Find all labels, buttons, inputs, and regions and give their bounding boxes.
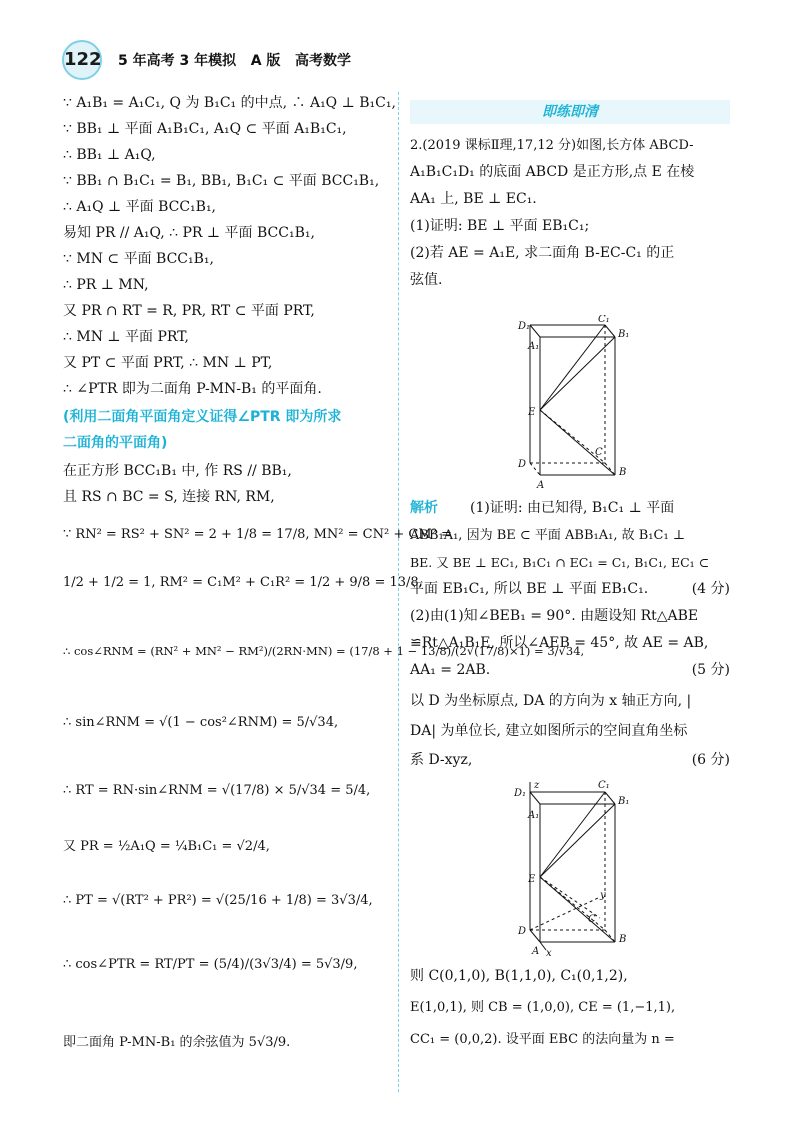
problem-line: 2.(2019 课标Ⅱ理,17,12 分)如图,长方体 ABCD- <box>410 138 694 153</box>
proof-line: ∵ A₁B₁ = A₁C₁, Q 为 B₁C₁ 的中点, ∴ A₁Q ⊥ B₁C₁, <box>63 95 396 111</box>
solution-line <box>410 576 730 603</box>
label-B: B <box>619 467 627 478</box>
proof-line: ∵ MN ⊂ 平面 BCC₁B₁, <box>63 251 214 267</box>
label-D: D <box>518 459 527 470</box>
page-number: 122 <box>62 40 102 80</box>
label-E: E <box>528 874 536 885</box>
proof-line: ∴ ∠PTR 即为二面角 P-MN-B₁ 的平面角. <box>63 381 322 397</box>
label-B1: B₁ <box>618 796 630 807</box>
label-A: A <box>532 946 540 957</box>
score-tag: (5 分) <box>691 662 730 678</box>
proof-line: ∴ PR ⊥ MN, <box>63 277 149 293</box>
proof-line: ∵ BB₁ ⊥ 平面 A₁B₁C₁, A₁Q ⊂ 平面 A₁B₁C₁, <box>63 121 347 137</box>
label-D1: D₁ <box>518 321 531 332</box>
proof-line: 在正方形 BCC₁B₁ 中, 作 RS // BB₁, <box>63 463 292 479</box>
score-tag: (6 分) <box>691 752 730 768</box>
cuboid-figure-2 <box>510 780 640 960</box>
formula-line: ∴ cos∠PTR = RT/PT = (5/4)/(3√3/4) = 5√3/9, <box>63 957 358 972</box>
solution-line: ≌Rt△A₁B₁E, 所以∠AEB = 45°, 故 AE = AB, <box>410 635 709 651</box>
label-D: D <box>518 926 527 937</box>
label-A1: A₁ <box>528 341 540 352</box>
label-D1: D₁ <box>514 788 527 799</box>
page-header <box>62 40 782 80</box>
formula-line: 1/2 + 1/2 = 1, RM² = C₁M² + C₁R² = 1/2 + 9/8 = 13/8, <box>63 575 423 590</box>
label-C: C <box>595 447 603 458</box>
proof-line: 又 PR ∩ RT = R, PR, RT ⊂ 平面 PRT, <box>63 303 315 319</box>
proof-line: ∴ MN ⊥ 平面 PRT, <box>63 329 189 345</box>
proof-line: 易知 PR // A₁Q, ∴ PR ⊥ 平面 BCC₁B₁, <box>63 225 315 241</box>
proof-line: 又 PT ⊂ 平面 PRT, ∴ MN ⊥ PT, <box>63 355 273 371</box>
solution-label: 解析 <box>410 500 438 516</box>
solution-text: 平面 EB₁C₁, 所以 BE ⊥ 平面 EB₁C₁. <box>410 581 649 597</box>
cuboid-figure-1 <box>510 315 640 495</box>
section-banner: 即练即清 <box>410 100 730 124</box>
proof-line: 且 RS ∩ BC = S, 连接 RN, RM, <box>63 489 275 505</box>
solution-line: 以 D 为坐标原点, DA 的方向为 x 轴正方向, | <box>410 693 692 709</box>
label-C1: C₁ <box>598 780 610 791</box>
label-B: B <box>619 934 627 945</box>
label-y: y <box>600 890 606 901</box>
solution-text: AA₁ = 2AB. <box>410 662 491 678</box>
label-C1: C₁ <box>598 315 610 325</box>
proof-line: ∴ BB₁ ⊥ A₁Q, <box>63 147 156 163</box>
solution-line: ABB₁A₁, 因为 BE ⊂ 平面 ABB₁A₁, 故 B₁C₁ ⊥ <box>410 528 686 543</box>
formula-line: 又 PR = ½A₁Q = ¼B₁C₁ = √2/4, <box>63 839 270 854</box>
problem-line: (2)若 AE = A₁E, 求二面角 B-EC-C₁ 的正 <box>410 245 675 261</box>
problem-line: (1)证明: BE ⊥ 平面 EB₁C₁; <box>410 218 590 234</box>
solution-line <box>410 747 730 774</box>
problem-line: AA₁ 上, BE ⊥ EC₁. <box>410 191 537 207</box>
label-C: C <box>588 914 596 925</box>
solution-line: DA| 为单位长, 建立如图所示的空间直角坐标 <box>410 723 688 739</box>
proof-line: ∵ BB₁ ∩ B₁C₁ = B₁, BB₁, B₁C₁ ⊂ 平面 BCC₁B₁, <box>63 173 380 189</box>
problem-line: A₁B₁C₁D₁ 的底面 ABCD 是正方形,点 E 在棱 <box>410 164 695 180</box>
coordinate-line: 则 C(0,1,0), B(1,1,0), C₁(0,1,2), <box>410 968 628 984</box>
note-line: 二面角的平面角) <box>63 435 168 451</box>
conclusion-line: 即二面角 P-MN-B₁ 的余弦值为 5√3/9. <box>63 1035 291 1050</box>
label-z: z <box>534 780 540 791</box>
formula-line: ∴ RT = RN·sin∠RNM = √(17/8) × 5/√34 = 5/4, <box>63 783 371 798</box>
score-tag: (4 分) <box>691 581 730 597</box>
label-E: E <box>528 407 536 418</box>
proof-line: ∴ A₁Q ⊥ 平面 BCC₁B₁, <box>63 199 217 215</box>
label-A: A <box>537 480 545 491</box>
label-x: x <box>546 948 552 959</box>
solution-line <box>410 657 730 684</box>
formula-line: ∴ sin∠RNM = √(1 − cos²∠RNM) = 5/√34, <box>63 715 339 730</box>
problem-line: 弦值. <box>410 272 443 288</box>
label-B1: B₁ <box>618 329 630 340</box>
solution-line: (1)证明: 由已知得, B₁C₁ ⊥ 平面 <box>470 500 675 516</box>
solution-line: BE. 又 BE ⊥ EC₁, B₁C₁ ∩ EC₁ = C₁, B₁C₁, EC₁ ⊂ <box>410 555 710 570</box>
solution-line: (2)由(1)知∠BEB₁ = 90°. 由题设知 Rt△ABE <box>410 608 699 624</box>
label-A1: A₁ <box>528 810 540 821</box>
solution-text: 系 D-xyz, <box>410 752 473 768</box>
formula-line: ∵ RN² = RS² + SN² = 2 + 1/8 = 17/8, MN² = CN² + CM² = <box>63 527 452 542</box>
book-title: 5 年高考 3 年模拟 A 版 高考数学 <box>118 53 352 69</box>
formula-line: ∴ PT = √(RT² + PR²) = √(25/16 + 1/8) = 3√3/4, <box>63 893 373 908</box>
note-line: (利用二面角平面角定义证得∠PTR 即为所求 <box>63 409 342 425</box>
coordinate-line: CC₁ = (0,0,2). 设平面 EBC 的法向量为 n = <box>410 1032 675 1047</box>
formula-line: ∴ cos∠RNM = (RN² + MN² − RM²)/(2RN·MN) = (17/8 + 1 − 13/8)/(2√(17/8)×1) = 3/√34, <box>63 644 585 658</box>
coordinate-line: E(1,0,1), 则 CB = (1,0,0), CE = (1,−1,1), <box>410 1000 676 1015</box>
